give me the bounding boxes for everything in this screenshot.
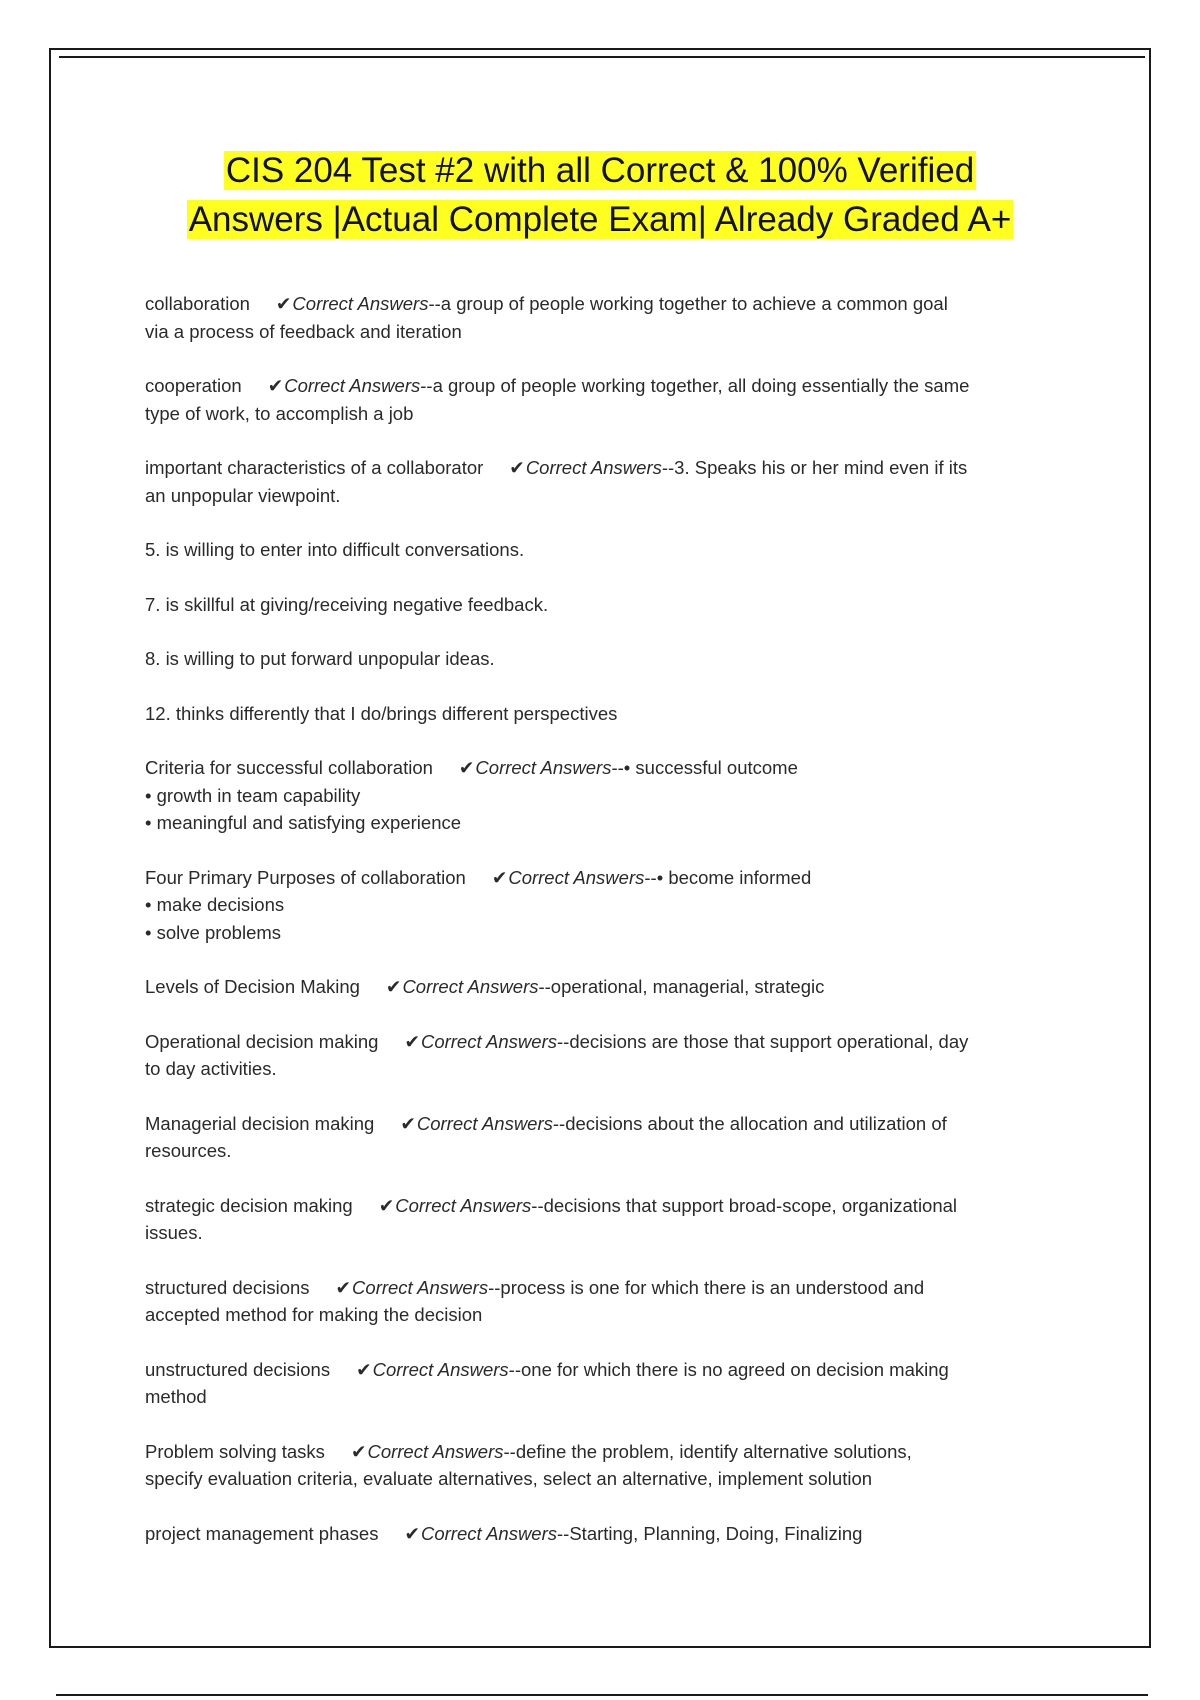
- qa-entry: [145, 1520, 1065, 1548]
- correct-answers-label: Correct Answers: [367, 1440, 504, 1462]
- question-term: Managerial decision making: [145, 1112, 375, 1134]
- qa-entry: [145, 1438, 1065, 1493]
- entry-first-line: [145, 1192, 1065, 1220]
- checkmark-icon: ✔: [404, 1522, 420, 1544]
- qa-entry: [145, 645, 1065, 673]
- answer-text: --decisions that support broad-scope, organizational: [531, 1194, 958, 1216]
- answer-continuation: issues.: [145, 1222, 203, 1243]
- answer-text: --• become informed: [644, 866, 812, 888]
- question-term: collaboration: [145, 293, 250, 314]
- correct-answers-label: Correct Answers: [525, 457, 662, 478]
- answer-continuation: method: [145, 1386, 207, 1407]
- qa-entry: [145, 1192, 1065, 1247]
- question-term: structured decisions: [145, 1276, 310, 1298]
- question-term: Problem solving tasks: [145, 1440, 325, 1462]
- answer-text: --define the problem, identify alternative solutions,: [503, 1440, 912, 1462]
- title-line-2: Answers |Actual Complete Exam| Already Graded A+: [188, 200, 1012, 239]
- checkmark-icon: ✔: [491, 866, 508, 888]
- correct-answers-label: Correct Answers: [475, 757, 612, 778]
- correct-answers-label: Correct Answers: [352, 1276, 489, 1298]
- checkmark-icon: ✔: [509, 457, 525, 478]
- entry-first-line: [145, 1356, 1065, 1384]
- correct-answers-label: Correct Answers: [372, 1358, 509, 1380]
- checkmark-icon: ✔: [458, 757, 475, 778]
- entry-first-line: [145, 1274, 1065, 1302]
- entry-first-line: [145, 864, 1065, 892]
- entry-first-line: [145, 754, 1065, 782]
- question-term: Four Primary Purposes of collaboration: [145, 866, 466, 888]
- question-term: cooperation: [145, 375, 242, 396]
- qa-entry: [145, 864, 1065, 947]
- question-term: Criteria for successful collaboration: [145, 757, 433, 778]
- qa-entry: [145, 1356, 1065, 1411]
- answer-text: --3. Speaks his or her mind even if its: [661, 457, 968, 478]
- question-term: Operational decision making: [145, 1030, 379, 1052]
- checkmark-icon: ✔: [378, 1194, 395, 1216]
- entry-text: 12. thinks differently that I do/brings different perspectives: [145, 702, 618, 724]
- bottom-rule: [56, 1694, 1148, 1696]
- qa-entry: [145, 290, 1065, 345]
- entry-first-line: [145, 290, 1065, 318]
- qa-entry: [145, 1274, 1065, 1329]
- checkmark-icon: ✔: [400, 1112, 416, 1134]
- correct-answers-label: Correct Answers: [395, 1194, 532, 1216]
- question-term: project management phases: [145, 1522, 379, 1544]
- entry-first-line: [145, 454, 1065, 482]
- answer-continuation: • solve problems: [145, 921, 282, 943]
- correct-answers-label: Correct Answers: [420, 1030, 557, 1052]
- entry-text: 8. is willing to put forward unpopular ideas.: [145, 648, 495, 669]
- entry-first-line: [145, 1110, 1065, 1138]
- answer-continuation: • meaningful and satisfying experience: [145, 812, 462, 833]
- question-term: important characteristics of a collaborator: [145, 457, 484, 478]
- answer-text: --decisions are those that support operational, day: [557, 1030, 969, 1052]
- entry-text: 5. is willing to enter into difficult conversations.: [145, 539, 525, 560]
- qa-entry: [145, 754, 1065, 837]
- answer-text: --a group of people working together to achieve a common goal: [428, 293, 948, 314]
- document-title: [100, 146, 1100, 244]
- entry-text: 7. is skillful at giving/receiving negative feedback.: [145, 593, 549, 615]
- answer-continuation: • make decisions: [145, 894, 285, 915]
- checkmark-icon: ✔: [267, 375, 284, 396]
- checkmark-icon: ✔: [385, 976, 402, 997]
- answer-continuation: via a process of feedback and iteration: [145, 320, 462, 342]
- answer-continuation: to day activities.: [145, 1058, 277, 1079]
- answer-text: --a group of people working together, all doing essentially the same: [420, 375, 970, 396]
- question-term: Levels of Decision Making: [145, 976, 360, 997]
- correct-answers-label: Correct Answers: [420, 1522, 558, 1544]
- answer-continuation: type of work, to accomplish a job: [145, 402, 414, 424]
- checkmark-icon: ✔: [275, 293, 292, 314]
- correct-answers-label: Correct Answers: [416, 1112, 553, 1134]
- correct-answers-label: Correct Answers: [402, 976, 539, 997]
- answer-continuation: • growth in team capability: [145, 784, 361, 806]
- checkmark-icon: ✔: [335, 1276, 352, 1298]
- answer-continuation: accepted method for making the decision: [145, 1304, 483, 1325]
- qa-entry: [145, 1110, 1065, 1165]
- qa-entry: [145, 372, 1065, 427]
- question-term: strategic decision making: [145, 1194, 353, 1216]
- title-line-1: CIS 204 Test #2 with all Correct & 100% Verified: [225, 151, 975, 190]
- qa-entry: [145, 454, 1065, 509]
- entry-first-line: [145, 973, 1065, 1001]
- entry-first-line: [145, 1520, 1065, 1548]
- page-border-top-rule: [59, 56, 1145, 58]
- checkmark-icon: ✔: [356, 1358, 372, 1380]
- answer-text: --operational, managerial, strategic: [538, 976, 825, 997]
- qa-entry: [145, 700, 1065, 728]
- qa-list: [145, 290, 1065, 1574]
- entry-first-line: [145, 372, 1065, 400]
- answer-text: --• successful outcome: [611, 757, 798, 778]
- answer-text: --decisions about the allocation and utilization of: [552, 1112, 947, 1134]
- correct-answers-label: Correct Answers: [508, 866, 645, 888]
- entry-first-line: [145, 1438, 1065, 1466]
- correct-answers-label: Correct Answers: [284, 375, 421, 396]
- qa-entry: [145, 536, 1065, 564]
- answer-continuation: an unpopular viewpoint.: [145, 484, 341, 506]
- qa-entry: [145, 591, 1065, 619]
- checkmark-icon: ✔: [350, 1440, 367, 1462]
- answer-text: --Starting, Planning, Doing, Finalizing: [557, 1522, 863, 1544]
- correct-answers-label: Correct Answers: [292, 293, 429, 314]
- answer-continuation: specify evaluation criteria, evaluate alternatives, select an alternative, implement solution: [145, 1468, 873, 1489]
- qa-entry: [145, 1028, 1065, 1083]
- entry-first-line: [145, 1028, 1065, 1056]
- answer-text: --process is one for which there is an understood and: [488, 1276, 925, 1298]
- answer-continuation: resources.: [145, 1140, 232, 1161]
- answer-text: --one for which there is no agreed on decision making: [508, 1358, 949, 1380]
- checkmark-icon: ✔: [404, 1030, 420, 1052]
- qa-entry: [145, 973, 1065, 1001]
- question-term: unstructured decisions: [145, 1358, 331, 1380]
